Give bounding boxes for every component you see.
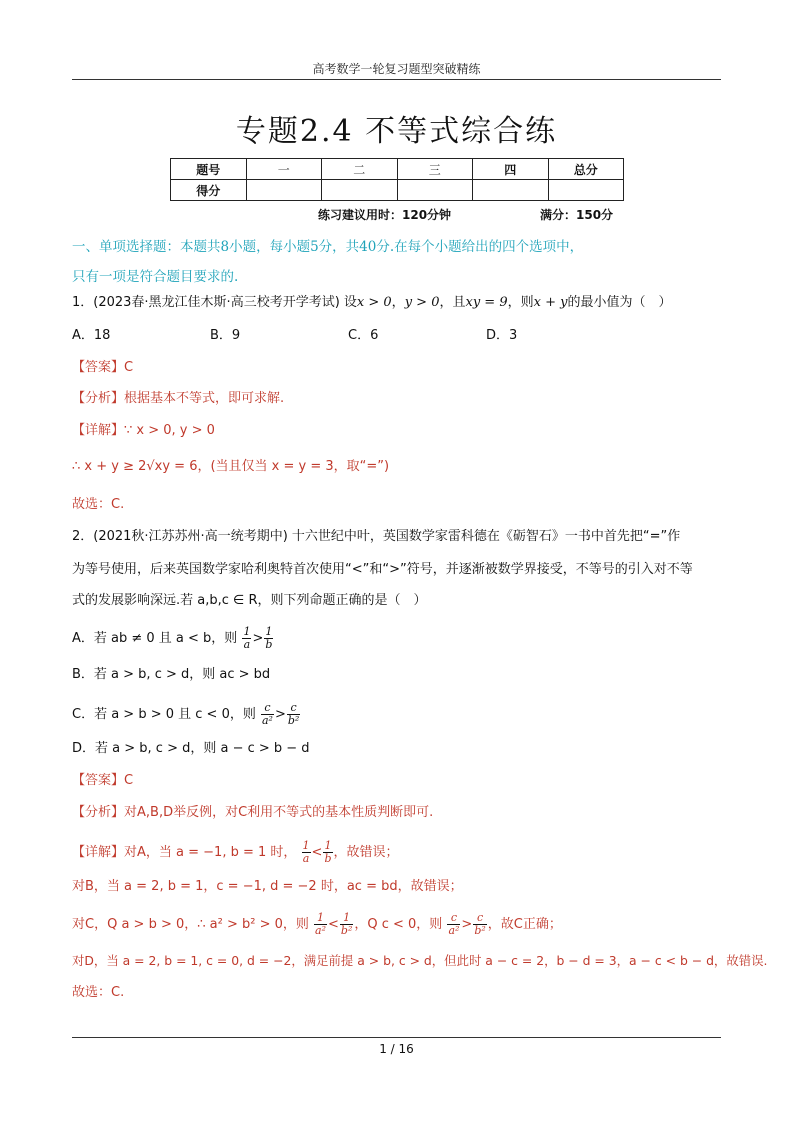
- q1-choose: 故选：C.: [72, 497, 125, 512]
- q2-analysis: 【分析】对A,B,D举反例，对C利用不等式的基本性质判断即可.: [72, 805, 434, 820]
- fraction: $\frac{c}{\text{a²}}$: [448, 911, 460, 937]
- fraction: $\frac{1}{b}$: [265, 625, 273, 651]
- score-cell: 得分: [171, 180, 247, 201]
- q1-answer: 【答案】C: [72, 360, 134, 375]
- q1-detail-step: ∴ x + y ≥ 2√xy = 6，(当且仅当 x = y = 3，取“=”): [72, 459, 390, 474]
- score-table-row-score: [171, 180, 624, 201]
- q2-detail-a: 【详解】对A，当 a = −1, b = 1 时， $\frac{1}{a}$ < $\frac{1}{b}$ ，故错误；: [72, 839, 399, 865]
- section-heading: [72, 232, 722, 292]
- q2-stem-line: 式的发展影响深远.若 a,b,c ∈ R，则下列命题正确的是（ ）: [72, 593, 427, 608]
- q2-choose: 故选：C.: [72, 985, 125, 1000]
- fraction: $\frac{1}{b}$: [324, 839, 332, 865]
- q2-option-a: A．若 ab ≠ 0 且 a < b，则 $\frac{1}{a}$ > $\frac{1}{b}$: [72, 625, 273, 651]
- q2-option-d: D．若 a > b, c > d，则 a − c > b − d: [72, 741, 310, 756]
- q1-option-d: D．3: [486, 328, 518, 343]
- fraction: $\frac{c}{\text{b²}}$: [474, 911, 486, 937]
- fraction: $\frac{1}{a}$: [302, 839, 310, 865]
- q2-answer: 【答案】C: [72, 773, 134, 788]
- score-cell: [548, 180, 624, 201]
- section-heading-line: 一、单项选择题：本题共8小题，每小题5分，共40分.在每个小题给出的四个选项中，: [72, 239, 584, 255]
- fraction: $\frac{1}{\text{b²}}$: [340, 911, 353, 937]
- fraction: $\frac{1}{\text{a²}}$: [315, 911, 326, 937]
- q1-option-a: A．18: [72, 328, 111, 343]
- q2-stem-line: 2．(2021秋·江苏苏州·高一统考期中) 十六世纪中叶，英国数学家雷科德在《砺智石》一书中首先把“=”作: [72, 529, 681, 544]
- score-cell: 总分: [548, 159, 624, 180]
- q1-options: [72, 327, 517, 345]
- fraction: $\frac{c}{\text{a²}}$: [262, 701, 273, 727]
- score-table-row-header: [171, 159, 624, 180]
- fraction: $\frac{1}{a}$: [243, 625, 251, 651]
- q2-detail-d: 对D，当 a = 2, b = 1, c = 0, d = −2，满足前提 a > b, c > d，但此时 a − c = 2，b − d = 3，a − c < b − d，故错误.: [72, 953, 768, 968]
- score-cell: 四: [473, 159, 549, 180]
- score-cell: 二: [322, 159, 398, 180]
- score-cell: [473, 180, 549, 201]
- fraction: $\frac{c}{\text{b²}}$: [287, 701, 300, 727]
- page-number: 1 / 16: [379, 1042, 414, 1056]
- score-cell: [322, 180, 398, 201]
- q1-option-b: B．9: [210, 328, 241, 343]
- q1-stem: 1．(2023春·黑龙江佳木斯·高三校考开学考试) 设x > 0，y > 0，且xy = 9，则x + y的最小值为（ ）: [72, 295, 672, 310]
- time-note: 练习建议用时：120分钟: [318, 208, 452, 222]
- section-heading-line: 只有一项是符合题目要求的.: [72, 269, 239, 285]
- page-title: 专题2.4 不等式综合练: [235, 114, 558, 149]
- q1-analysis: 【分析】根据基本不等式，即可求解.: [72, 391, 285, 406]
- q2-detail-b: 对B，当 a = 2, b = 1，c = −1, d = −2 时，ac = bd，故错误；: [72, 879, 463, 894]
- score-table: [170, 158, 624, 201]
- footer-divider: [72, 1037, 721, 1038]
- score-cell: 一: [246, 159, 322, 180]
- full-score: 满分：150分: [540, 208, 614, 222]
- q2-stem-line: 为等号使用，后来英国数学家哈利奥特首次使用“<”和“>”符号，并逐渐被数学界接受，不等号的引入对不等: [72, 562, 693, 577]
- score-cell: [246, 180, 322, 201]
- q2-option-c: C．若 a > b > 0 且 c < 0，则 $\frac{c}{\text{a²}}$ > $\frac{c}{\text{b²}}$: [72, 701, 300, 727]
- q1-option-c: C．6: [348, 328, 379, 343]
- score-cell: 题号: [171, 159, 247, 180]
- running-header: 高考数学一轮复习题型突破精练: [312, 62, 481, 76]
- score-cell: [397, 180, 473, 201]
- header-divider: [72, 79, 721, 80]
- q1-detail: 【详解】∵ x > 0, y > 0: [72, 423, 215, 438]
- q2-detail-c: 对C，Q a > b > 0，∴ a² > b² > 0，则 $\frac{1}{\text{a²}}$ < $\frac{1}{\text{b²}}$ ，Q c < 0，则 $\frac{c}{\text{a²}}$ > $\frac{c}{\text{b²}}$ ，故C正确；: [72, 911, 562, 937]
- q2-option-b: B．若 a > b, c > d，则 ac > bd: [72, 667, 271, 682]
- score-cell: 三: [397, 159, 473, 180]
